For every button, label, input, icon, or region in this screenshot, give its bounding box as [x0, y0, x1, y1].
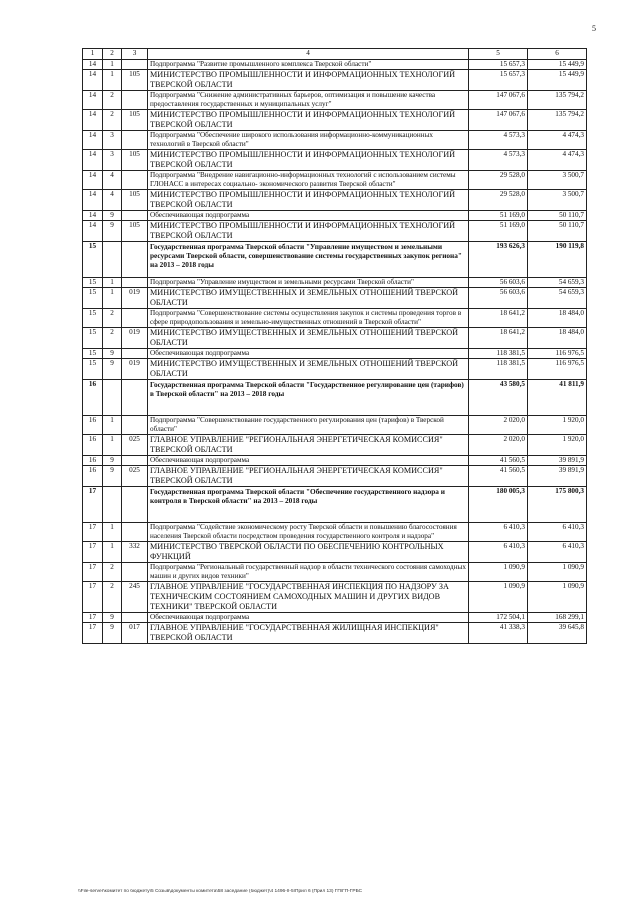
col-1-code: 14 — [83, 70, 103, 91]
table-row — [83, 278, 587, 288]
col-1-code: 17 — [83, 487, 103, 523]
col-1-code: 15 — [83, 309, 103, 328]
col-5-value: 56 603,6 — [469, 278, 528, 288]
col-6-value: 3 500,7 — [528, 190, 587, 211]
header-col-2: 2 — [103, 49, 122, 60]
table-row — [83, 466, 587, 487]
col-1-code: 14 — [83, 221, 103, 242]
col-3-agency-code: 019 — [122, 288, 148, 309]
col-6-value: 116 976,5 — [528, 349, 587, 359]
col-5-value: 29 528,0 — [469, 171, 528, 190]
col-2-subprogram: 1 — [103, 416, 122, 435]
col-2-subprogram: 9 — [103, 211, 122, 221]
col-3-agency-code — [122, 349, 148, 359]
col-2-subprogram: 1 — [103, 435, 122, 456]
col-4-description: ГЛАВНОЕ УПРАВЛЕНИЕ "ГОСУДАРСТВЕННАЯ ЖИЛИЩНАЯ ИНСПЕКЦИЯ" ТВЕРСКОЙ ОБЛАСТИ — [148, 623, 469, 644]
col-6-value: 1 090,9 — [528, 582, 587, 613]
col-4-description: Подпрограмма "Обеспечение широкого использования информационно-коммуникационных технологий в Тверской области" — [148, 131, 469, 150]
col-5-value: 18 641,2 — [469, 309, 528, 328]
col-2-subprogram: 1 — [103, 523, 122, 542]
col-1-code: 17 — [83, 613, 103, 623]
table-row — [83, 110, 587, 131]
table-row — [83, 150, 587, 171]
col-6-value: 15 449,9 — [528, 60, 587, 70]
table-row — [83, 380, 587, 416]
col-4-description: МИНИСТЕРСТВО ИМУЩЕСТВЕННЫХ И ЗЕМЕЛЬНЫХ ОТНОШЕНИЙ ТВЕРСКОЙ ОБЛАСТИ — [148, 288, 469, 309]
col-1-code: 17 — [83, 542, 103, 563]
col-2-subprogram: 1 — [103, 70, 122, 91]
table-row — [83, 171, 587, 190]
header-col-4: 4 — [148, 49, 469, 60]
col-5-value: 41 560,5 — [469, 456, 528, 466]
col-4-description: Подпрограмма "Развитие промышленного комплекса Тверской области" — [148, 60, 469, 70]
col-6-value: 4 474,3 — [528, 150, 587, 171]
col-1-code: 14 — [83, 171, 103, 190]
col-3-agency-code — [122, 131, 148, 150]
col-1-code: 16 — [83, 466, 103, 487]
col-3-agency-code: 105 — [122, 70, 148, 91]
col-3-agency-code — [122, 613, 148, 623]
col-6-value: 135 794,2 — [528, 91, 587, 110]
col-2-subprogram: 2 — [103, 563, 122, 582]
col-2-subprogram: 1 — [103, 278, 122, 288]
col-5-value: 18 641,2 — [469, 328, 528, 349]
col-6-value: 135 794,2 — [528, 110, 587, 131]
col-6-value: 50 110,7 — [528, 211, 587, 221]
col-3-agency-code — [122, 416, 148, 435]
col-6-value: 41 811,9 — [528, 380, 587, 416]
col-2-subprogram: 1 — [103, 288, 122, 309]
header-col-6: 6 — [528, 49, 587, 60]
col-4-description: ГЛАВНОЕ УПРАВЛЕНИЕ "ГОСУДАРСТВЕННАЯ ИНСПЕКЦИЯ ПО НАДЗОРУ ЗА ТЕХНИЧЕСКИМ СОСТОЯНИЕМ САМОХОДНЫХ МАШИН И ДРУГИХ ВИДОВ ТЕХНИКИ" ТВЕРСКОЙ ОБЛАСТИ — [148, 582, 469, 613]
col-3-agency-code: 105 — [122, 190, 148, 211]
col-3-agency-code — [122, 523, 148, 542]
col-6-value: 39 645,8 — [528, 623, 587, 644]
col-6-value: 18 484,0 — [528, 328, 587, 349]
col-6-value: 116 976,5 — [528, 359, 587, 380]
col-5-value: 41 338,3 — [469, 623, 528, 644]
col-1-code: 16 — [83, 416, 103, 435]
table-body — [83, 60, 587, 644]
col-5-value: 2 020,0 — [469, 416, 528, 435]
col-6-value: 18 484,0 — [528, 309, 587, 328]
col-1-code: 17 — [83, 582, 103, 613]
col-3-agency-code — [122, 211, 148, 221]
col-5-value: 51 169,0 — [469, 221, 528, 242]
header-col-1: 1 — [83, 49, 103, 60]
col-5-value: 6 410,3 — [469, 542, 528, 563]
col-6-value: 4 474,3 — [528, 131, 587, 150]
col-3-agency-code: 332 — [122, 542, 148, 563]
col-1-code: 17 — [83, 563, 103, 582]
col-5-value: 193 626,3 — [469, 242, 528, 278]
col-2-subprogram: 4 — [103, 171, 122, 190]
col-5-value: 15 657,3 — [469, 60, 528, 70]
col-4-description: Подпрограмма "Совершенствование системы осуществления закупок и системы проведения торгов в сфере природопользования и земельно-имущественных отношений в Тверской области" — [148, 309, 469, 328]
col-5-value: 4 573,3 — [469, 150, 528, 171]
col-5-value: 118 381,5 — [469, 349, 528, 359]
col-1-code: 17 — [83, 523, 103, 542]
col-4-description: Государственная программа Тверской области "Управление имуществом и земельными ресурсами Тверской области, совершенствование системы государственных закупок региона" на 2013 – 2018 годы — [148, 242, 469, 278]
col-6-value: 15 449,9 — [528, 70, 587, 91]
col-4-description: ГЛАВНОЕ УПРАВЛЕНИЕ "РЕГИОНАЛЬНАЯ ЭНЕРГЕТИЧЕСКАЯ КОМИССИЯ" ТВЕРСКОЙ ОБЛАСТИ — [148, 466, 469, 487]
col-3-agency-code — [122, 380, 148, 416]
table-row — [83, 309, 587, 328]
col-3-agency-code — [122, 171, 148, 190]
table-row — [83, 359, 587, 380]
col-6-value: 54 659,3 — [528, 288, 587, 309]
col-3-agency-code — [122, 487, 148, 523]
header-col-5: 5 — [469, 49, 528, 60]
col-3-agency-code — [122, 91, 148, 110]
col-3-agency-code: 019 — [122, 328, 148, 349]
col-3-agency-code: 105 — [122, 110, 148, 131]
col-4-description: Обеспечивающая подпрограмма — [148, 211, 469, 221]
col-6-value: 54 659,3 — [528, 278, 587, 288]
table-row — [83, 563, 587, 582]
col-3-agency-code: 105 — [122, 150, 148, 171]
col-5-value: 147 067,6 — [469, 91, 528, 110]
col-3-agency-code — [122, 309, 148, 328]
col-1-code: 14 — [83, 91, 103, 110]
page-number: 5 — [592, 24, 596, 33]
col-4-description: Обеспечивающая подпрограмма — [148, 456, 469, 466]
col-5-value: 147 067,6 — [469, 110, 528, 131]
col-4-description: Подпрограмма "Совершенствование государственного регулирования цен (тарифов) в Тверской области" — [148, 416, 469, 435]
col-3-agency-code — [122, 242, 148, 278]
col-4-description: Обеспечивающая подпрограмма — [148, 613, 469, 623]
table-row — [83, 288, 587, 309]
col-4-description: Подпрограмма "Содействие экономическому росту Тверской области и повышению благосостояния населения Тверской области посредством проведения государственного контроля и надзора" — [148, 523, 469, 542]
col-3-agency-code — [122, 278, 148, 288]
col-2-subprogram: 9 — [103, 359, 122, 380]
col-5-value: 29 528,0 — [469, 190, 528, 211]
col-1-code: 15 — [83, 359, 103, 380]
col-5-value: 51 169,0 — [469, 211, 528, 221]
col-3-agency-code: 019 — [122, 359, 148, 380]
col-4-description: Подпрограмма "Снижение административных барьеров, оптимизация и повышение качества предоставления государственных и муниципальных услуг" — [148, 91, 469, 110]
col-1-code: 16 — [83, 456, 103, 466]
col-2-subprogram: 9 — [103, 456, 122, 466]
col-1-code: 14 — [83, 190, 103, 211]
col-4-description: Подпрограмма "Внедрение навигационно-информационных технологий с использованием системы ГЛОНАСС в интересах социально- экономического развития Тверской области" — [148, 171, 469, 190]
col-4-description: МИНИСТЕРСТВО ИМУЩЕСТВЕННЫХ И ЗЕМЕЛЬНЫХ ОТНОШЕНИЙ ТВЕРСКОЙ ОБЛАСТИ — [148, 359, 469, 380]
col-6-value: 39 891,9 — [528, 456, 587, 466]
col-1-code: 15 — [83, 278, 103, 288]
col-2-subprogram: 2 — [103, 91, 122, 110]
table-row — [83, 623, 587, 644]
col-5-value: 6 410,3 — [469, 523, 528, 542]
table-row — [83, 70, 587, 91]
col-6-value: 1 920,0 — [528, 435, 587, 456]
table-row — [83, 487, 587, 523]
col-2-subprogram: 2 — [103, 110, 122, 131]
col-5-value: 180 005,3 — [469, 487, 528, 523]
table-row — [83, 523, 587, 542]
col-1-code: 15 — [83, 288, 103, 309]
col-1-code: 16 — [83, 380, 103, 416]
col-3-agency-code: 105 — [122, 221, 148, 242]
col-5-value: 1 090,9 — [469, 563, 528, 582]
col-3-agency-code — [122, 60, 148, 70]
table-row — [83, 60, 587, 70]
col-5-value: 2 020,0 — [469, 435, 528, 456]
col-1-code: 16 — [83, 435, 103, 456]
budget-table — [82, 48, 587, 644]
col-2-subprogram: 9 — [103, 623, 122, 644]
col-1-code: 15 — [83, 349, 103, 359]
col-2-subprogram: 2 — [103, 328, 122, 349]
table-row — [83, 190, 587, 211]
table-row — [83, 131, 587, 150]
file-path-footer: \\File-server\комитет по бюджету\5 Созыв\документы комитета\58 заседание (бюджет)\4 1496-II-5\Прил 6 (Прил 13) ГП\ГП-ГРБС — [78, 889, 363, 894]
col-5-value: 172 504,1 — [469, 613, 528, 623]
table-row — [83, 542, 587, 563]
table-row — [83, 613, 587, 623]
col-1-code: 15 — [83, 242, 103, 278]
col-2-subprogram — [103, 380, 122, 416]
col-3-agency-code: 025 — [122, 466, 148, 487]
col-1-code: 14 — [83, 110, 103, 131]
col-4-description: Государственная программа Тверской области "Обеспечение государственного надзора и контроля в Тверской области" на 2013 – 2018 годы — [148, 487, 469, 523]
table-row — [83, 349, 587, 359]
col-2-subprogram: 3 — [103, 131, 122, 150]
col-1-code: 14 — [83, 150, 103, 171]
col-4-description: Подпрограмма "Управление имуществом и земельными ресурсами Тверской области" — [148, 278, 469, 288]
col-2-subprogram: 2 — [103, 582, 122, 613]
col-6-value: 50 110,7 — [528, 221, 587, 242]
col-5-value: 1 090,9 — [469, 582, 528, 613]
col-3-agency-code: 245 — [122, 582, 148, 613]
table-header — [83, 49, 587, 60]
col-6-value: 6 410,3 — [528, 523, 587, 542]
col-5-value: 43 580,5 — [469, 380, 528, 416]
col-5-value: 4 573,3 — [469, 131, 528, 150]
col-4-description: ГЛАВНОЕ УПРАВЛЕНИЕ "РЕГИОНАЛЬНАЯ ЭНЕРГЕТИЧЕСКАЯ КОМИССИЯ" ТВЕРСКОЙ ОБЛАСТИ — [148, 435, 469, 456]
col-6-value: 1 920,0 — [528, 416, 587, 435]
col-6-value: 6 410,3 — [528, 542, 587, 563]
col-4-description: МИНИСТЕРСТВО ТВЕРСКОЙ ОБЛАСТИ ПО ОБЕСПЕЧЕНИЮ КОНТРОЛЬНЫХ ФУНКЦИЙ — [148, 542, 469, 563]
col-3-agency-code: 017 — [122, 623, 148, 644]
col-2-subprogram: 1 — [103, 542, 122, 563]
col-3-agency-code: 025 — [122, 435, 148, 456]
col-2-subprogram: 9 — [103, 221, 122, 242]
col-4-description: Государственная программа Тверской области "Государственное регулирование цен (тарифов) в Тверской области" на 2013 – 2018 годы — [148, 380, 469, 416]
table-row — [83, 416, 587, 435]
col-4-description: Подпрограмма "Региональный государственный надзор в области технического состояния самоходных машин и других видов техники" — [148, 563, 469, 582]
col-2-subprogram: 9 — [103, 613, 122, 623]
col-1-code: 14 — [83, 60, 103, 70]
col-6-value: 168 299,1 — [528, 613, 587, 623]
table-row — [83, 328, 587, 349]
table-row — [83, 211, 587, 221]
col-4-description: МИНИСТЕРСТВО ПРОМЫШЛЕННОСТИ И ИНФОРМАЦИОННЫХ ТЕХНОЛОГИЙ ТВЕРСКОЙ ОБЛАСТИ — [148, 150, 469, 171]
col-2-subprogram: 1 — [103, 60, 122, 70]
col-5-value: 118 381,5 — [469, 359, 528, 380]
col-2-subprogram — [103, 242, 122, 278]
table-row — [83, 91, 587, 110]
col-5-value: 56 603,6 — [469, 288, 528, 309]
col-2-subprogram — [103, 487, 122, 523]
col-2-subprogram: 4 — [103, 190, 122, 211]
col-6-value: 39 891,9 — [528, 466, 587, 487]
col-5-value: 15 657,3 — [469, 70, 528, 91]
table-row — [83, 456, 587, 466]
col-4-description: МИНИСТЕРСТВО ПРОМЫШЛЕННОСТИ И ИНФОРМАЦИОННЫХ ТЕХНОЛОГИЙ ТВЕРСКОЙ ОБЛАСТИ — [148, 190, 469, 211]
col-2-subprogram: 9 — [103, 466, 122, 487]
col-2-subprogram: 9 — [103, 349, 122, 359]
col-4-description: МИНИСТЕРСТВО ИМУЩЕСТВЕННЫХ И ЗЕМЕЛЬНЫХ ОТНОШЕНИЙ ТВЕРСКОЙ ОБЛАСТИ — [148, 328, 469, 349]
header-row — [83, 49, 587, 60]
col-2-subprogram: 2 — [103, 309, 122, 328]
col-1-code: 15 — [83, 328, 103, 349]
col-6-value: 190 119,8 — [528, 242, 587, 278]
col-1-code: 17 — [83, 623, 103, 644]
header-col-3: 3 — [122, 49, 148, 60]
table-row — [83, 242, 587, 278]
col-2-subprogram: 3 — [103, 150, 122, 171]
table-row — [83, 582, 587, 613]
col-5-value: 41 560,5 — [469, 466, 528, 487]
col-1-code: 14 — [83, 211, 103, 221]
col-4-description: МИНИСТЕРСТВО ПРОМЫШЛЕННОСТИ И ИНФОРМАЦИОННЫХ ТЕХНОЛОГИЙ ТВЕРСКОЙ ОБЛАСТИ — [148, 221, 469, 242]
table-row — [83, 435, 587, 456]
col-4-description: Обеспечивающая подпрограмма — [148, 349, 469, 359]
col-6-value: 1 090,9 — [528, 563, 587, 582]
col-1-code: 14 — [83, 131, 103, 150]
col-4-description: МИНИСТЕРСТВО ПРОМЫШЛЕННОСТИ И ИНФОРМАЦИОННЫХ ТЕХНОЛОГИЙ ТВЕРСКОЙ ОБЛАСТИ — [148, 70, 469, 91]
col-6-value: 175 800,3 — [528, 487, 587, 523]
col-4-description: МИНИСТЕРСТВО ПРОМЫШЛЕННОСТИ И ИНФОРМАЦИОННЫХ ТЕХНОЛОГИЙ ТВЕРСКОЙ ОБЛАСТИ — [148, 110, 469, 131]
col-3-agency-code — [122, 456, 148, 466]
col-6-value: 3 500,7 — [528, 171, 587, 190]
table-row — [83, 221, 587, 242]
col-3-agency-code — [122, 563, 148, 582]
